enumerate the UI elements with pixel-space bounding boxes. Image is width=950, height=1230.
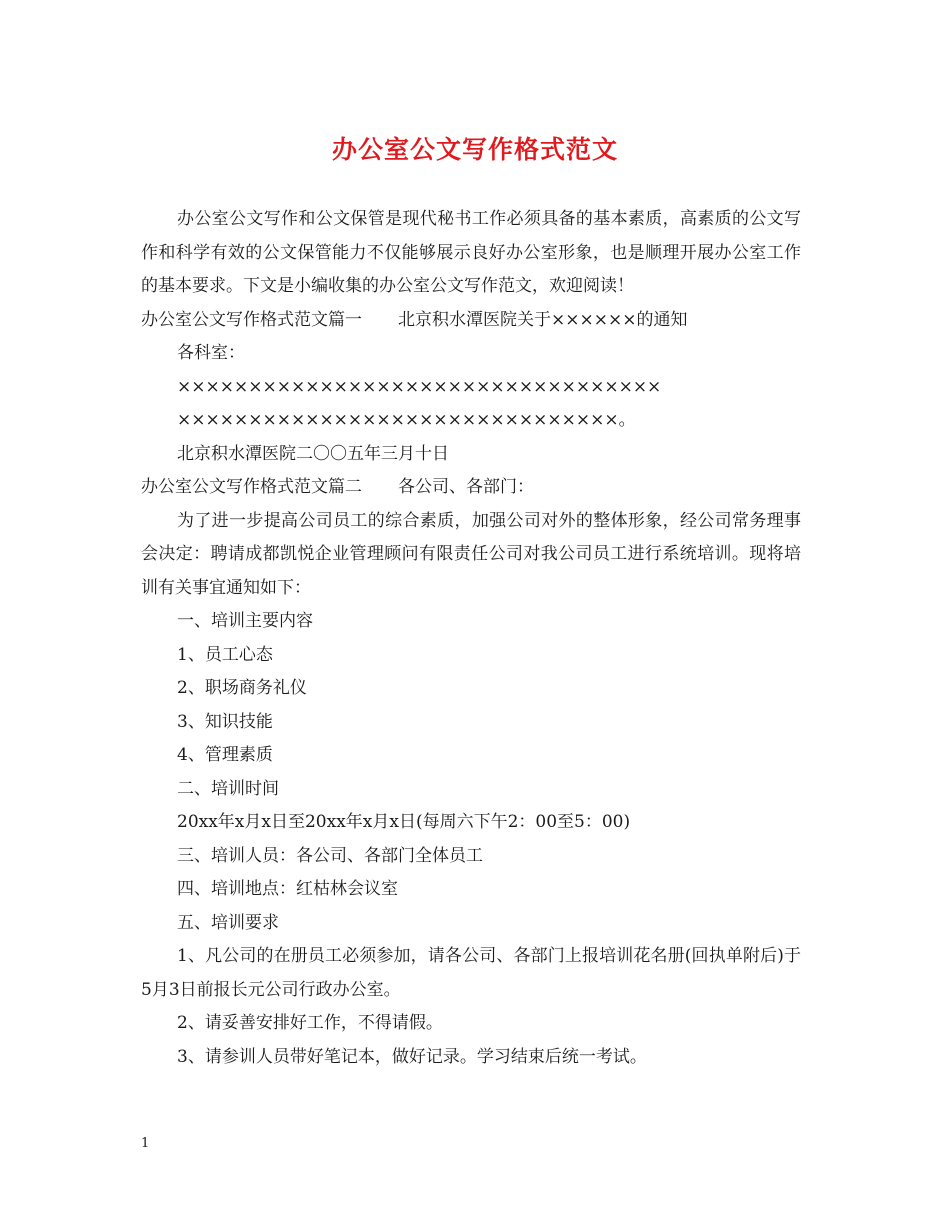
intro-paragraph: 办公室公文写作和公文保管是现代秘书工作必须具备的基本素质，高素质的公文写作和科学有效的公文保管能力不仅能够展示良好办公室形象，也是顺理开展办公室工作的基本要求。下文是小编收集的办公室公文写作范文，欢迎阅读！ [141, 209, 801, 296]
list-item: 二、培训时间 [177, 778, 279, 799]
section2-intro: 为了进一步提高公司员工的综合素质，加强公司对外的整体形象，经公司常务理事会决定：聘请成都凯悦企业管理顾问有限责任公司对我公司员工进行系统培训。现将培训有关事宜通知如下： [141, 510, 801, 598]
section1-heading-line [141, 304, 801, 338]
document-title: 办公室公文写作格式范文 [331, 135, 618, 164]
list-item: 4、管理素质 [177, 745, 273, 765]
list-item: 2、请妥善安排好工作，不得请假。 [177, 1013, 443, 1033]
section1-body-line1: ×××××××××××××××××××××××××××××××××× [177, 376, 662, 397]
section1-subject: 北京积水潭医院关于××××××的通知 [398, 309, 688, 330]
list-item: 2、职场商务礼仪 [177, 678, 307, 698]
section1-body-line2: ×××××××××××××××××××××××××××××××。 [177, 410, 636, 430]
page-number: 1 [141, 1136, 150, 1151]
list-item: 3、知识技能 [177, 711, 273, 732]
list-item: 三、培训人员：各公司、各部门全体员工 [177, 845, 483, 866]
list-item: 四、培训地点：红枯林会议室 [177, 879, 398, 899]
section1-signature: 北京积水潭医院二〇〇五年三月十日 [177, 443, 449, 464]
list-item: 1、凡公司的在册员工必须参加，请各公司、各部门上报培训花名册(回执单附后)于5月3日前报长元公司行政办公室。 [141, 946, 801, 1000]
section2-heading: 办公室公文写作格式范文篇二 [141, 477, 362, 497]
document-body [141, 203, 801, 1074]
section1-heading: 办公室公文写作格式范文篇一 [141, 309, 362, 330]
list-item: 一、培训主要内容 [177, 611, 313, 631]
list-item: 五、培训要求 [177, 912, 279, 933]
section2-heading-line [141, 471, 801, 505]
list-item: 1、员工心态 [177, 644, 273, 665]
list-item: 3、请参训人员带好笔记本，做好记录。学习结束后统一考试。 [177, 1046, 647, 1067]
section2-salutation: 各公司、各部门： [398, 477, 534, 497]
section1-salutation: 各科室： [177, 343, 245, 363]
list-item: 20xx年x月x日至20xx年x月x日(每周六下午2：00至5：00) [177, 812, 631, 832]
